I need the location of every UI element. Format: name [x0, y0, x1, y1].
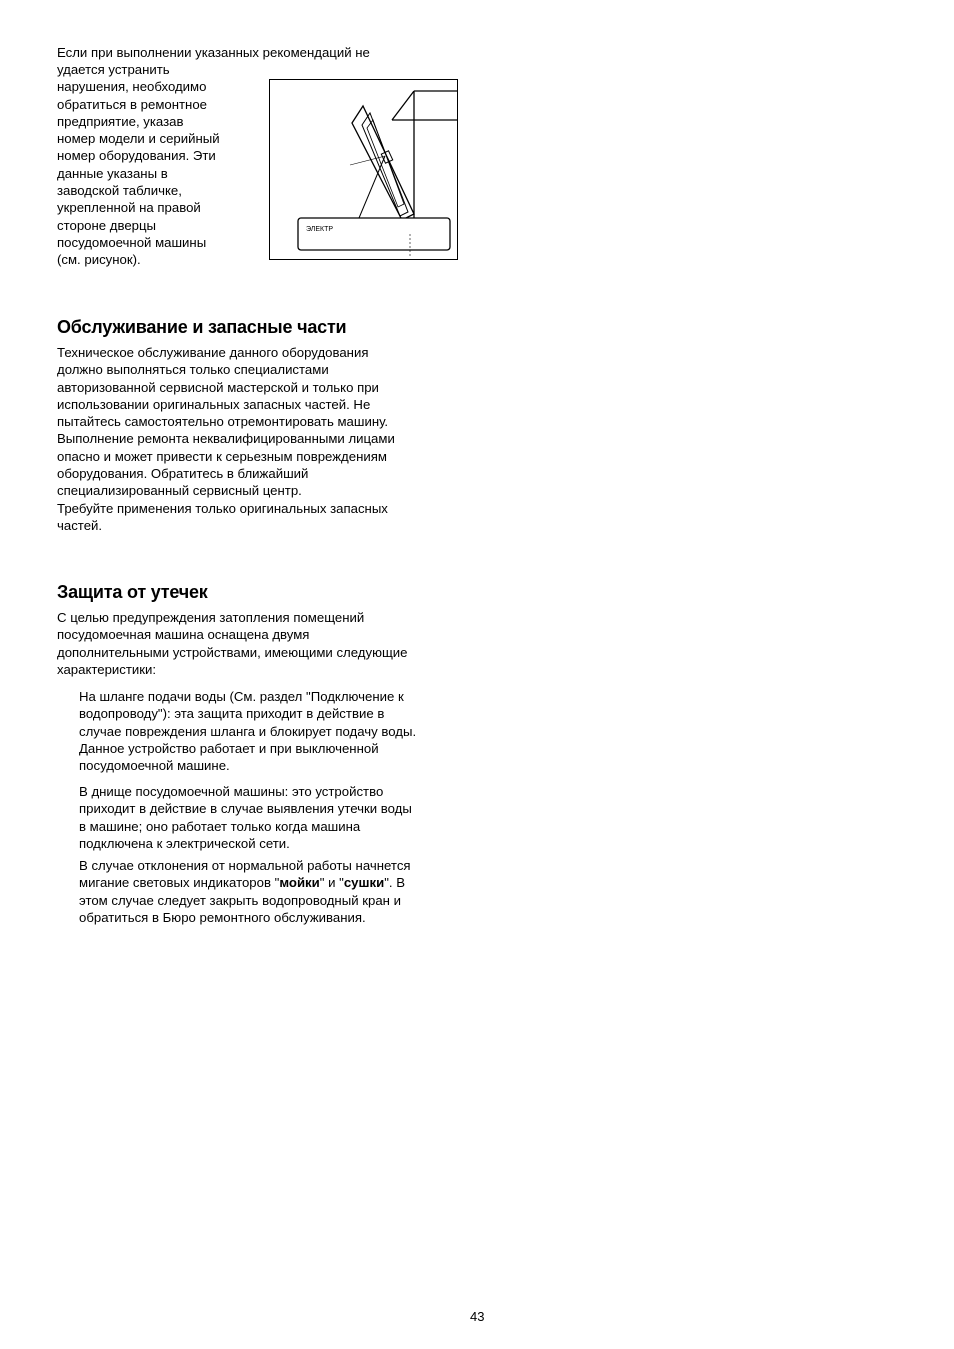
leak-item-indicators-mid: " и " [319, 875, 344, 891]
rating-plate-figure [269, 79, 458, 260]
intro-text: удается устранить нарушения, необходимо обратиться в ремонтное предприятие, указав номер модели и серийный номер оборудования. Эти данные указаны в заводской табличке, укрепленной на правой стороне дверцы посудомоечной машины (см. рисунок). [57, 62, 220, 268]
leak-item-base: В днище посудомоечной машины: это устройство приходит в действие в случае выявления утечки воды в машине; оно работает только когда машина подключена к электрической сети. [79, 784, 412, 851]
dry-indicator-label: сушки [343, 875, 385, 891]
intro-text-first-line: Если при выполнении указанных рекомендаций не [57, 45, 370, 60]
leak-item-hose: На шланге подачи воды (См. раздел "Подключение к водопроводу"): эта защита приходит в действие в случае повреждения шланга и блокирует подачу воды. Данное устройство работает и при выключенной посудомоечной машине. [79, 689, 417, 774]
service-text: Техническое обслуживание данного оборудования должно выполняться только специалистами авторизованной сервисной мастерской и только при использовании оригинальных запасных частей. Не пытайтесь самостоятельно отремонтировать машину. Выполнение ремонта неквалифицированными лицами опасно и может привести к серьезным повреждениям оборудования. Обратитесь в ближайший специализированный сервисный центр. Требуйте применения только оригинальных запасных частей. [57, 345, 395, 533]
wash-indicator-label: мойки [279, 875, 320, 891]
service-heading: Обслуживание и запасные части [57, 317, 347, 337]
dishwasher-door-illustration [270, 80, 457, 259]
page-number: 43 [470, 1309, 485, 1324]
leak-item-indicators [79, 857, 469, 926]
leak-item-indicators-rest: этом случае следует закрыть водопроводный кран и обратиться в Бюро ремонтного обслуживания. [79, 892, 401, 925]
leak-heading: Защита от утечек [57, 582, 208, 602]
leak-item-indicators-pre: мигание световых индикаторов " [79, 875, 280, 891]
leak-item-indicators-line1: В случае отклонения от нормальной работы начнется [79, 858, 411, 873]
leak-item-indicators-post: ". В [384, 875, 406, 891]
rating-plate-label: ЭЛЕКТР [306, 226, 334, 233]
leak-intro-text: С целью предупреждения затопления помещений посудомоечная машина оснащена двумя дополнительными устройствами, имеющими следующие характеристики: [57, 610, 408, 677]
